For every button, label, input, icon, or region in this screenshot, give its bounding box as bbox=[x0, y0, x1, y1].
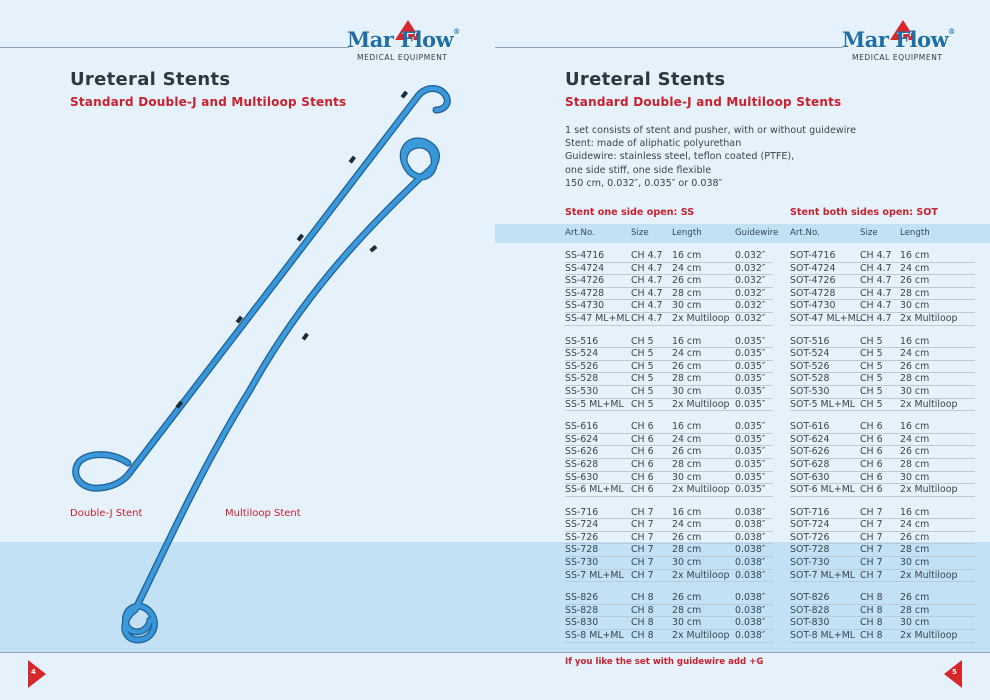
table-row bbox=[790, 557, 975, 570]
table-cell: SOT-4728 bbox=[790, 287, 836, 299]
table-row bbox=[790, 544, 975, 557]
table-cell: CH 7 bbox=[631, 544, 654, 556]
table-cell: CH 7 bbox=[631, 531, 654, 543]
table-cell: SS-7 ML+ML bbox=[565, 569, 624, 581]
column-header: Art.No. bbox=[565, 228, 595, 238]
table-row bbox=[790, 434, 975, 447]
table-cell: 0.035″ bbox=[735, 360, 766, 372]
table-cell: 0.038″ bbox=[735, 592, 766, 604]
table-row bbox=[790, 250, 975, 263]
table-cell: SOT-828 bbox=[790, 604, 830, 616]
table-cell: 0.032″ bbox=[735, 275, 766, 287]
table-cell: 28 cm bbox=[672, 458, 702, 470]
logo-wordmark: Mar Flow® bbox=[347, 27, 460, 52]
logo-tagline: MEDICAL EQUIPMENT bbox=[357, 53, 448, 62]
logo-wordmark: Mar Flow® bbox=[842, 27, 955, 52]
table-cell: SS-4716 bbox=[565, 250, 605, 261]
table-cell: 2x Multiloop bbox=[900, 398, 958, 410]
table-cell: 24 cm bbox=[900, 262, 930, 274]
table-row bbox=[565, 459, 773, 472]
double-j-stent bbox=[76, 89, 448, 489]
table-cell: SS-724 bbox=[565, 519, 599, 531]
table-cell: SOT-724 bbox=[790, 519, 830, 531]
table-cell: 28 cm bbox=[900, 458, 930, 470]
table-cell: 0.038″ bbox=[735, 506, 766, 518]
table-cell: SOT-4730 bbox=[790, 300, 836, 312]
table-row bbox=[790, 421, 975, 434]
group-spacer bbox=[565, 497, 773, 507]
table-row bbox=[790, 484, 975, 497]
table-cell: SOT-530 bbox=[790, 385, 830, 397]
table-row bbox=[790, 472, 975, 485]
table-cell: 0.038″ bbox=[735, 604, 766, 616]
table-row bbox=[790, 617, 975, 630]
table-cell: 2x Multiloop bbox=[900, 569, 958, 581]
table-row bbox=[565, 605, 773, 618]
table-row bbox=[790, 348, 975, 361]
table-row bbox=[565, 544, 773, 557]
table-row bbox=[565, 630, 773, 643]
table-cell: 2x Multiloop bbox=[672, 312, 730, 324]
table-cell: 0.038″ bbox=[735, 630, 766, 642]
table-row bbox=[790, 288, 975, 301]
table-cell: SS-8 ML+ML bbox=[565, 630, 624, 642]
group-spacer bbox=[565, 411, 773, 421]
table-row bbox=[565, 288, 773, 301]
table-row bbox=[565, 446, 773, 459]
table-row bbox=[565, 300, 773, 313]
table-cell: SS-4728 bbox=[565, 287, 605, 299]
table-cell: CH 8 bbox=[860, 592, 883, 604]
table-cell: SS-524 bbox=[565, 348, 599, 360]
sot-table bbox=[790, 228, 975, 643]
table-cell: 0.038″ bbox=[735, 544, 766, 556]
table-row bbox=[790, 519, 975, 532]
table-cell: CH 8 bbox=[631, 592, 654, 604]
table-cell: 26 cm bbox=[672, 531, 702, 543]
table-cell: CH 5 bbox=[860, 385, 883, 397]
table-cell: 26 cm bbox=[672, 275, 702, 287]
table-row bbox=[790, 605, 975, 618]
table-cell: 0.035″ bbox=[735, 433, 766, 445]
table-cell: 28 cm bbox=[900, 287, 930, 299]
table-cell: 30 cm bbox=[672, 300, 702, 312]
group-spacer bbox=[790, 582, 975, 592]
table-cell: 30 cm bbox=[900, 300, 930, 312]
table-cell: SS-826 bbox=[565, 592, 599, 604]
table-cell: 2x Multiloop bbox=[672, 484, 730, 496]
table-cell: SOT-726 bbox=[790, 531, 830, 543]
table-cell: SS-528 bbox=[565, 373, 599, 385]
table-cell: SOT-4726 bbox=[790, 275, 836, 287]
product-description: 1 set consists of stent and pusher, with or without guidewire Stent: made of aliphatic polyurethan Guidewire: stainless steel, teflon coated (PTFE), one side stiff, one side flexible 150 cm, 0.032″, 0.035″ or 0.038″ bbox=[565, 125, 857, 189]
caption-multiloop: Multiloop Stent bbox=[225, 508, 301, 519]
ss-table bbox=[565, 228, 779, 643]
table-row bbox=[565, 570, 773, 583]
group-spacer bbox=[565, 326, 773, 336]
table-cell: CH 5 bbox=[631, 398, 654, 410]
table-cell: 26 cm bbox=[900, 275, 930, 287]
table-cell: 0.032″ bbox=[735, 262, 766, 274]
table-cell: 16 cm bbox=[900, 506, 930, 518]
table-cell: 28 cm bbox=[900, 373, 930, 385]
table-cell: SOT-516 bbox=[790, 335, 830, 347]
table-row bbox=[790, 275, 975, 288]
table-cell: CH 7 bbox=[631, 506, 654, 518]
table-cell: CH 4.7 bbox=[860, 312, 892, 324]
header-rule bbox=[495, 47, 843, 48]
table-cell: SOT-628 bbox=[790, 458, 830, 470]
table-row bbox=[565, 434, 773, 447]
table-cell: 24 cm bbox=[900, 433, 930, 445]
table-cell: 26 cm bbox=[900, 360, 930, 372]
table-cell: 0.035″ bbox=[735, 484, 766, 496]
table-cell: 2x Multiloop bbox=[672, 398, 730, 410]
table-cell: SS-828 bbox=[565, 604, 599, 616]
table-cell: CH 8 bbox=[860, 617, 883, 629]
table-cell: 26 cm bbox=[672, 360, 702, 372]
table-cell: SOT-624 bbox=[790, 433, 830, 445]
group-spacer bbox=[790, 326, 975, 336]
table-row bbox=[565, 386, 773, 399]
table-cell: 24 cm bbox=[900, 519, 930, 531]
table-cell: CH 5 bbox=[860, 348, 883, 360]
table-row bbox=[565, 592, 773, 605]
table-cell: SOT-528 bbox=[790, 373, 830, 385]
table-cell: 30 cm bbox=[900, 385, 930, 397]
table-row bbox=[565, 313, 773, 326]
table-cell: 24 cm bbox=[672, 433, 702, 445]
table-cell: CH 8 bbox=[860, 630, 883, 642]
table-cell: CH 7 bbox=[860, 544, 883, 556]
table-cell: CH 5 bbox=[631, 373, 654, 385]
table-cell: 0.035″ bbox=[735, 385, 766, 397]
table-cell: CH 4.7 bbox=[860, 287, 892, 299]
table-cell: CH 4.7 bbox=[631, 250, 663, 261]
table-row bbox=[565, 361, 773, 374]
table-cell: CH 4.7 bbox=[860, 300, 892, 312]
table-row bbox=[790, 446, 975, 459]
table-row bbox=[790, 373, 975, 386]
table-cell: 16 cm bbox=[900, 421, 930, 433]
table-row bbox=[790, 313, 975, 326]
table-cell: CH 5 bbox=[860, 398, 883, 410]
table-cell: 28 cm bbox=[672, 544, 702, 556]
group-spacer bbox=[790, 411, 975, 421]
table-row bbox=[790, 507, 975, 520]
table-cell: SS-5 ML+ML bbox=[565, 398, 624, 410]
table-row bbox=[790, 361, 975, 374]
table-cell: 24 cm bbox=[672, 519, 702, 531]
table-cell: SOT-6 ML+ML bbox=[790, 484, 856, 496]
table-row bbox=[565, 348, 773, 361]
table-cell: CH 6 bbox=[860, 433, 883, 445]
table-row bbox=[565, 519, 773, 532]
table-cell: SS-6 ML+ML bbox=[565, 484, 624, 496]
table-cell: 16 cm bbox=[672, 250, 702, 261]
table-cell: SS-616 bbox=[565, 421, 599, 433]
logo-tagline: MEDICAL EQUIPMENT bbox=[852, 53, 943, 62]
table-row bbox=[790, 630, 975, 643]
table-cell: 2x Multiloop bbox=[900, 312, 958, 324]
table-cell: CH 6 bbox=[631, 446, 654, 458]
table-cell: CH 8 bbox=[860, 604, 883, 616]
table-cell: 28 cm bbox=[900, 604, 930, 616]
table-row bbox=[790, 386, 975, 399]
table-row bbox=[565, 532, 773, 545]
table-cell: CH 6 bbox=[631, 484, 654, 496]
table-cell: 26 cm bbox=[900, 592, 930, 604]
table-cell: CH 8 bbox=[631, 630, 654, 642]
table-cell: SS-626 bbox=[565, 446, 599, 458]
table-cell: CH 6 bbox=[631, 421, 654, 433]
table-cell: CH 7 bbox=[860, 506, 883, 518]
table-cell: 24 cm bbox=[672, 348, 702, 360]
table-cell: CH 5 bbox=[860, 335, 883, 347]
table-cell: 30 cm bbox=[672, 385, 702, 397]
guidewire-footnote: If you like the set with guidewire add +G bbox=[565, 657, 764, 667]
table-row bbox=[565, 507, 773, 520]
table-cell: SOT-616 bbox=[790, 421, 830, 433]
table-cell: 0.035″ bbox=[735, 446, 766, 458]
brand-logo bbox=[838, 20, 968, 64]
table-cell: CH 4.7 bbox=[860, 275, 892, 287]
table-cell: 2x Multiloop bbox=[672, 569, 730, 581]
table-cell: 26 cm bbox=[672, 592, 702, 604]
table-header-row bbox=[790, 228, 975, 250]
table-cell: 30 cm bbox=[672, 557, 702, 569]
table-cell: CH 4.7 bbox=[631, 275, 663, 287]
table-cell: SOT-4724 bbox=[790, 262, 836, 274]
table-cell: SOT-830 bbox=[790, 617, 830, 629]
table-cell: CH 5 bbox=[631, 360, 654, 372]
table-cell: 0.035″ bbox=[735, 348, 766, 360]
table-cell: CH 8 bbox=[631, 604, 654, 616]
page-title: Ureteral Stents bbox=[70, 69, 231, 90]
table-cell: 2x Multiloop bbox=[900, 484, 958, 496]
page-title: Ureteral Stents bbox=[565, 69, 726, 90]
table-cell: CH 4.7 bbox=[631, 300, 663, 312]
column-header: Guidewire bbox=[735, 228, 779, 238]
table-cell: SS-730 bbox=[565, 557, 599, 569]
table-cell: 16 cm bbox=[672, 506, 702, 518]
column-header: Art.No. bbox=[790, 228, 820, 238]
table-cell: 30 cm bbox=[900, 557, 930, 569]
table-cell: SS-47 ML+ML bbox=[565, 312, 630, 324]
table-cell: SOT-630 bbox=[790, 471, 830, 483]
footer-rule bbox=[0, 652, 495, 653]
table-cell: CH 7 bbox=[631, 557, 654, 569]
table-cell: CH 7 bbox=[860, 519, 883, 531]
table-cell: 24 cm bbox=[900, 348, 930, 360]
table-row bbox=[565, 617, 773, 630]
table-cell: 26 cm bbox=[900, 446, 930, 458]
table-cell: CH 7 bbox=[631, 519, 654, 531]
table-cell: SS-516 bbox=[565, 335, 599, 347]
table-cell: CH 5 bbox=[631, 348, 654, 360]
table-row bbox=[565, 275, 773, 288]
table-cell: SS-628 bbox=[565, 458, 599, 470]
table-cell: 26 cm bbox=[900, 531, 930, 543]
table-cell: 0.038″ bbox=[735, 569, 766, 581]
table-cell: 2x Multiloop bbox=[900, 630, 958, 642]
page-subtitle: Standard Double-J and Multiloop Stents bbox=[565, 95, 842, 109]
table-cell: SS-530 bbox=[565, 385, 599, 397]
table-cell: CH 6 bbox=[860, 458, 883, 470]
table-cell: SOT-524 bbox=[790, 348, 830, 360]
table-cell: SOT-8 ML+ML bbox=[790, 630, 856, 642]
table-cell: 0.035″ bbox=[735, 335, 766, 347]
right-page bbox=[495, 0, 990, 700]
table-cell: SS-526 bbox=[565, 360, 599, 372]
table-cell: CH 7 bbox=[860, 531, 883, 543]
table-cell: 28 cm bbox=[672, 604, 702, 616]
table-cell: 0.035″ bbox=[735, 398, 766, 410]
table-cell: CH 7 bbox=[631, 569, 654, 581]
table-row bbox=[790, 399, 975, 412]
table-cell: CH 6 bbox=[860, 421, 883, 433]
table-cell: SOT-728 bbox=[790, 544, 830, 556]
table-cell: CH 5 bbox=[860, 373, 883, 385]
table-cell: 28 cm bbox=[900, 544, 930, 556]
table-cell: CH 7 bbox=[860, 557, 883, 569]
table-cell: 30 cm bbox=[900, 471, 930, 483]
table-cell: SOT-47 ML+ML bbox=[790, 312, 861, 324]
table-cell: 16 cm bbox=[672, 421, 702, 433]
table-cell: CH 6 bbox=[631, 458, 654, 470]
table-cell: 28 cm bbox=[672, 373, 702, 385]
table-cell: CH 6 bbox=[860, 471, 883, 483]
column-header: Size bbox=[860, 228, 878, 238]
table-row bbox=[790, 263, 975, 276]
table-cell: 30 cm bbox=[672, 617, 702, 629]
table-cell: SS-4730 bbox=[565, 300, 605, 312]
table-cell: 0.032″ bbox=[735, 250, 766, 261]
table-row bbox=[565, 472, 773, 485]
table-cell: SOT-5 ML+ML bbox=[790, 398, 856, 410]
footer-rule bbox=[495, 652, 990, 653]
group-spacer bbox=[565, 582, 773, 592]
table-cell: 0.035″ bbox=[735, 471, 766, 483]
table-cell: 0.035″ bbox=[735, 373, 766, 385]
table-cell: 30 cm bbox=[672, 471, 702, 483]
table-cell: CH 6 bbox=[860, 446, 883, 458]
table-cell: 0.038″ bbox=[735, 531, 766, 543]
table-row bbox=[790, 459, 975, 472]
table-cell: CH 4.7 bbox=[860, 262, 892, 274]
table-cell: SS-4726 bbox=[565, 275, 605, 287]
sot-table-title: Stent both sides open: SOT bbox=[790, 207, 938, 218]
table-row bbox=[565, 250, 773, 263]
ss-table-title: Stent one side open: SS bbox=[565, 207, 695, 218]
table-cell: SS-726 bbox=[565, 531, 599, 543]
table-cell: 0.038″ bbox=[735, 617, 766, 629]
column-header: Size bbox=[631, 228, 649, 238]
table-row bbox=[790, 300, 975, 313]
table-cell: SOT-4716 bbox=[790, 250, 836, 261]
table-cell: 30 cm bbox=[900, 617, 930, 629]
table-cell: SS-728 bbox=[565, 544, 599, 556]
table-cell: CH 5 bbox=[631, 335, 654, 347]
table-cell: SOT-626 bbox=[790, 446, 830, 458]
column-header: Length bbox=[900, 228, 930, 238]
table-cell: SS-830 bbox=[565, 617, 599, 629]
table-cell: SS-630 bbox=[565, 471, 599, 483]
table-row bbox=[565, 484, 773, 497]
table-row bbox=[565, 373, 773, 386]
table-cell: CH 6 bbox=[860, 484, 883, 496]
table-cell: CH 6 bbox=[631, 433, 654, 445]
page-number-marker: 4 bbox=[28, 660, 46, 688]
table-cell: CH 4.7 bbox=[860, 250, 892, 261]
table-cell: 0.032″ bbox=[735, 287, 766, 299]
table-cell: 16 cm bbox=[900, 335, 930, 347]
table-cell: SOT-826 bbox=[790, 592, 830, 604]
table-cell: 0.032″ bbox=[735, 312, 766, 324]
multiloop-stent bbox=[125, 141, 437, 640]
table-row bbox=[565, 336, 773, 349]
table-cell: SOT-526 bbox=[790, 360, 830, 372]
table-row bbox=[790, 570, 975, 583]
column-header: Length bbox=[672, 228, 702, 238]
group-spacer bbox=[790, 497, 975, 507]
table-row bbox=[565, 557, 773, 570]
caption-double-j: Double-J Stent bbox=[70, 508, 143, 519]
table-cell: 26 cm bbox=[672, 446, 702, 458]
table-cell: CH 5 bbox=[631, 385, 654, 397]
table-cell: CH 7 bbox=[860, 569, 883, 581]
page-number-marker: 5 bbox=[944, 660, 962, 688]
table-cell: 0.035″ bbox=[735, 458, 766, 470]
table-header-row bbox=[565, 228, 779, 250]
table-cell: SS-716 bbox=[565, 506, 599, 518]
table-row bbox=[565, 421, 773, 434]
table-cell: 0.035″ bbox=[735, 421, 766, 433]
table-cell: 0.038″ bbox=[735, 519, 766, 531]
table-row bbox=[790, 532, 975, 545]
table-cell: 16 cm bbox=[672, 335, 702, 347]
table-row bbox=[790, 336, 975, 349]
table-cell: CH 6 bbox=[631, 471, 654, 483]
table-row bbox=[565, 263, 773, 276]
table-cell: 2x Multiloop bbox=[672, 630, 730, 642]
table-cell: CH 4.7 bbox=[631, 312, 663, 324]
table-cell: SS-624 bbox=[565, 433, 599, 445]
page-subtitle: Standard Double-J and Multiloop Stents bbox=[70, 95, 347, 109]
table-cell: 28 cm bbox=[672, 287, 702, 299]
table-cell: 0.038″ bbox=[735, 557, 766, 569]
table-cell: SS-4724 bbox=[565, 262, 605, 274]
table-cell: 0.032″ bbox=[735, 300, 766, 312]
table-cell: 24 cm bbox=[672, 262, 702, 274]
table-cell: SOT-7 ML+ML bbox=[790, 569, 856, 581]
table-cell: CH 8 bbox=[631, 617, 654, 629]
table-cell: CH 4.7 bbox=[631, 287, 663, 299]
table-cell: SOT-716 bbox=[790, 506, 830, 518]
table-cell: CH 4.7 bbox=[631, 262, 663, 274]
table-cell: 16 cm bbox=[900, 250, 930, 261]
table-cell: CH 5 bbox=[860, 360, 883, 372]
table-row bbox=[790, 592, 975, 605]
table-cell: SOT-730 bbox=[790, 557, 830, 569]
table-row bbox=[565, 399, 773, 412]
